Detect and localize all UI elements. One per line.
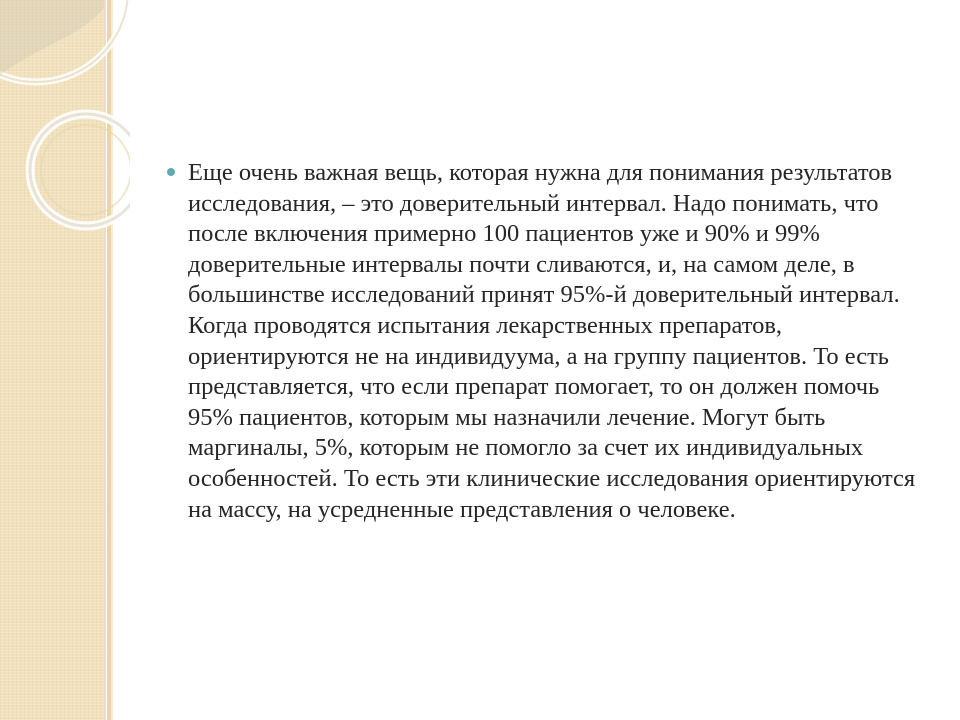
bullet-text: Еще очень важная вещь, которая нужна для понимания результатов исследования, – это доверительный интервал. Надо понимать, что после включения примерно 100 пациентов уже и 90% и 99% доверительные интервалы почти сливаются, и, на самом деле, в большинстве исследований принят 95%-й доверительный интервал. Когда проводятся испытания лекарственных препаратов, ориентируются не на индивидуума, а на группу пациентов. То есть представляется, что если препарат помогает, то он должен помочь 95% пациентов, которым мы назначили лечение. Могут быть маргиналы, 5%, которым не помогло за счет их индивидуальных особенностей. То есть эти клинические исследования ориентируются на массу, на усредненные представления о человеке. [188,159,916,523]
middle-ring [30,114,130,226]
bullet-item [164,158,924,525]
top-ring [0,0,128,82]
slide-body [164,158,924,525]
bullet-icon [167,168,175,176]
decorative-rings [0,0,130,260]
